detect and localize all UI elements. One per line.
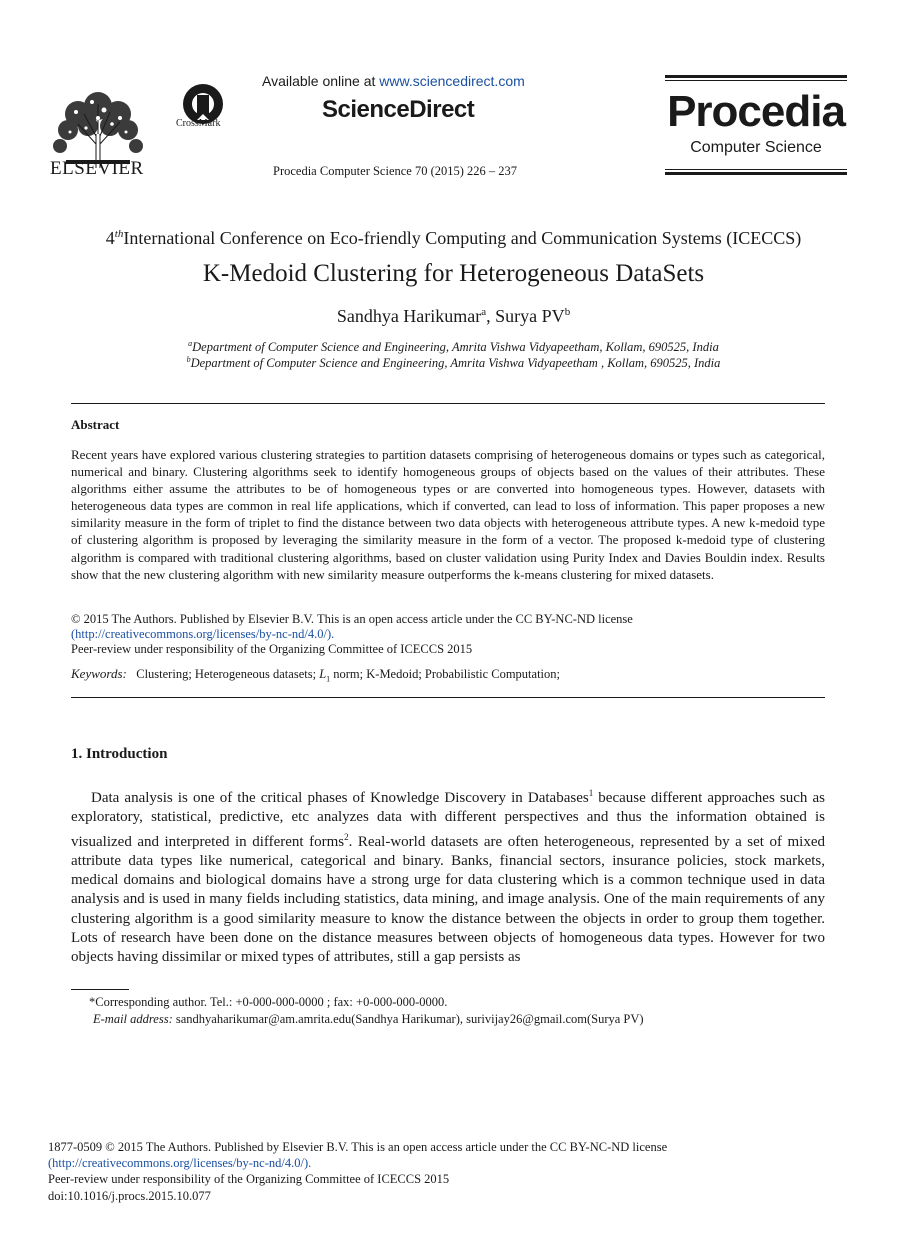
intro-text: Data analysis is one of the critical phases of Knowledge Discovery in Databases	[91, 790, 589, 806]
publisher-logo-text: ELSEVIER	[50, 158, 144, 179]
journal-reference: Procedia Computer Science 70 (2015) 226 – 237	[273, 164, 518, 178]
section-divider	[71, 403, 825, 404]
introduction-body	[71, 784, 825, 968]
footer-peer-review: Peer-review under responsibility of the Organizing Committee of ICECCS 2015	[48, 1172, 450, 1187]
author-name: Surya PV	[495, 306, 565, 326]
keywords-list-end: norm; K-Medoid; Probabilistic Computation;	[330, 667, 560, 681]
email-note	[93, 1012, 644, 1027]
keywords-math: L	[319, 667, 327, 681]
keywords-math-sub: 1	[326, 674, 331, 684]
footer-doi: doi:10.1016/j.procs.2015.10.077	[48, 1188, 211, 1203]
citation-ref[interactable]: 2	[344, 831, 349, 842]
available-online	[262, 73, 525, 89]
affiliation	[0, 355, 907, 371]
abstract-heading: Abstract	[71, 417, 120, 432]
abstract-text: Recent years have explored various clustering strategies to partition datasets comprising of heterogeneous domains or types such as categorical, numerical and binary. Clustering algorithms seek to identify homogeneous groups of objects based on the values of their attributes. These algorithms either assume the attributes to be of homogeneous types or are converted into homogeneous types. However, datasets with heterogeneous data types are common in real life applications, which if converted, can lead to loss of information. This paper proposes a new similarity measure in the form of triplet to find the distance between two data objects with heterogeneous attribute types. A new k-medoid type of clustering algorithm is proposed by leveraging the similarity measure in the form of a vector. The proposed k-medoid type of clustering algorithm is compared with traditional clustering algorithms, based on cluster validation using Purity Index and Davies Bouldin index. Results show that the new clustering algorithm with new similarity measure outperforms the k-means clustering for mixed datasets.	[71, 447, 825, 582]
intro-text: . Real-world datasets are often heterogeneous, represented by a set of mixed attribute data types like numerical, categorical and binary. Banks, financial sectors, insurance policies, stock markets, medical domains and biological domains have a strong urge for data clustering which is a common technique used in data analysis and is used in many fields including statistics, data mining, and image analysis. One of the main requirements of any clustering algorithm is a good similarity measure to know the distance between the objects in order to group them together. Lots of research have been done on the distance measures between objects of homogeneous data types. However for two objects having dissimilar or mixed types of attributes, still a gap persists as	[71, 833, 825, 966]
page-footer	[48, 1139, 848, 1204]
section-heading-introduction: 1. Introduction	[71, 746, 168, 762]
author-mark: a	[481, 306, 487, 318]
footer-issn-copyright: 1877-0509 © 2015 The Authors. Published by Elsevier B.V. This is an open access article under the CC BY-NC-ND license	[48, 1140, 668, 1154]
available-prefix: Available online at	[262, 73, 380, 89]
procedia-logo-title: Procedia	[667, 87, 845, 136]
intro-text: because different approaches such as exploratory, statistical, predictive, etc analyzes data with different perspectives and thus the information obtained is visualized and interpreted in different forms	[71, 790, 825, 850]
introduction-paragraph	[71, 784, 825, 968]
copyright-line: © 2015 The Authors. Published by Elsevier B.V. This is an open access article under the CC BY-NC-ND license	[71, 612, 633, 626]
citation-ref[interactable]: 1	[588, 788, 594, 798]
conference-ordinal-suffix: th	[114, 228, 124, 240]
author-list	[0, 306, 907, 327]
license-link[interactable]: (http://creativecommons.org/licenses/by-nc-nd/4.0/).	[71, 627, 335, 642]
keywords-label: Keywords:	[71, 666, 127, 681]
keywords	[71, 666, 825, 684]
email-label: E-mail address:	[93, 1012, 173, 1026]
affiliation-mark: b	[186, 355, 191, 364]
author-mark: b	[564, 306, 571, 318]
conference-ordinal: 4	[105, 228, 115, 248]
affiliation	[0, 339, 907, 355]
paper-title: K-Medoid Clustering for Heterogeneous DataSets	[202, 260, 705, 287]
affiliation-text: Department of Computer Science and Engineering, Amrita Vishwa Vidyapeetham, Kollam, 690525, India	[192, 340, 719, 355]
sciencedirect-link[interactable]: www.sciencedirect.com	[379, 73, 525, 89]
sciencedirect-brand: ScienceDirect	[322, 96, 475, 123]
keywords-list: Clustering; Heterogeneous datasets;	[136, 667, 320, 681]
conference-title: International Conference on Eco-friendly Computing and Communication Systems (ICECCS)	[123, 228, 802, 248]
procedia-logo-subtitle: Computer Science	[690, 139, 822, 156]
conference-name	[0, 228, 907, 249]
section-divider	[71, 697, 825, 698]
peer-review-note: Peer-review under responsibility of the Organizing Committee of ICECCS 2015	[71, 642, 473, 657]
copyright-block	[71, 612, 825, 658]
crossmark-label: CrossMark	[176, 118, 221, 129]
affiliation-text: Department of Computer Science and Engineering, Amrita Vishwa Vidyapeetham , Kollam, 690525, India	[190, 356, 721, 371]
footer-license-link[interactable]: (http://creativecommons.org/licenses/by-nc-nd/4.0/).	[48, 1156, 312, 1171]
footnote-divider	[71, 989, 129, 990]
email-addresses: sandhyaharikumar@am.amrita.edu(Sandhya Harikumar), surivijay26@gmail.com(Surya PV)	[172, 1012, 644, 1026]
author-name: Sandhya Harikumar	[336, 306, 482, 326]
affiliation-mark: a	[188, 339, 193, 348]
author-separator: ,	[486, 306, 496, 326]
corresponding-author-note: *Corresponding author. Tel.: +0-000-000-0000 ; fax: +0-000-000-0000.	[89, 995, 448, 1009]
procedia-logo	[665, 75, 847, 175]
